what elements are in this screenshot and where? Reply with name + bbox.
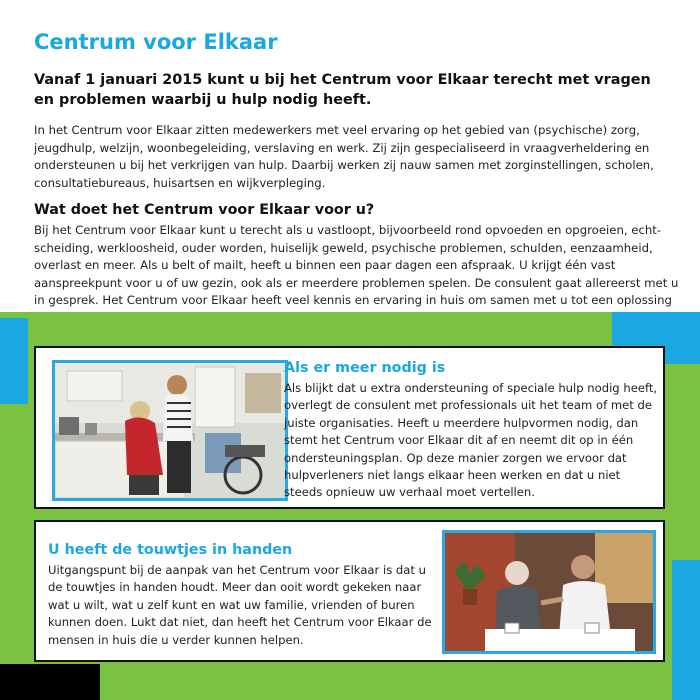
card2-paragraph: Uitgangspunt bij de aanpak van het Centrum voor Elkaar is dat u de touwtjes in handen houdt. Meer dan ooit wordt gekeken naar wat u wilt, wat u zelf kunt en wat uw familie, vrienden of buren kunnen doen. Lukt dat niet, dan heeft het Centrum voor Elkaar de mensen in huis die u verder kunnen helpen. [48, 563, 432, 647]
kitchen-photo [52, 360, 288, 501]
blue-accent-block [672, 560, 700, 700]
black-accent-block [0, 664, 100, 700]
blue-accent-block [0, 318, 28, 404]
section-heading: Wat doet het Centrum voor Elkaar voor u? [34, 202, 375, 218]
elderly-couple-photo [442, 530, 656, 654]
page-title: Centrum voor Elkaar [34, 30, 278, 54]
top-section [0, 0, 700, 318]
card2-heading: U heeft de touwtjes in handen [48, 542, 293, 558]
lead-paragraph: Vanaf 1 januari 2015 kunt u bij het Centrum voor Elkaar terecht met vragen en problemen waarbij u hulp nodig heeft. [34, 72, 651, 108]
section-paragraph: Bij het Centrum voor Elkaar kunt u terecht als u vastloopt, bijvoorbeeld rond opvoeden en opgroeien, echt-scheiding, werkloosheid, ouder worden, huiselijk geweld, psychische problemen, schulden, eenzaamheid, overlast en meer. Als u belt of mailt, heeft u binnen een paar dagen een afspraak. U krijgt één vast aanspreekpunt voor u of uw gezin, ook als er meerdere problemen spelen. De consulent gaat allereerst met u in gesprek. Het Centrum voor Elkaar heeft veel kennis en ervaring in huis om samen met u tot een oplossing [34, 223, 679, 308]
card1-heading: Als er meer nodig is [284, 360, 446, 376]
card-touwtjes [34, 520, 665, 662]
intro-paragraph: In het Centrum voor Elkaar zitten medewerkers met veel ervaring op het gebied van (psychische) zorg, jeugdhulp, welzijn, woonbegeleiding, verslaving en werk. Zij zijn gespecialiseerd in vraagverheldering en ondersteunen u bij het verkrijgen van hulp. Daarbij werken zij nauw samen met zorginstellingen, scholen, consultatiebureaus, huisartsen en wijkverpleging. [34, 123, 654, 190]
card-meer-nodig [34, 346, 665, 509]
card1-paragraph: Als blijkt dat u extra ondersteuning of speciale hulp nodig heeft, overlegt de consulent met professionals uit het team of met de juiste organisaties. Heeft u meerdere hulpvormen nodig, dan stemt het Centrum voor Elkaar dit af en neemt dit op in één ondersteuningsplan. Op deze manier zorgen we ervoor dat hulpverleners niet langs elkaar heen werken en dat u niet steeds opnieuw uw verhaal moet vertellen. [284, 381, 658, 500]
